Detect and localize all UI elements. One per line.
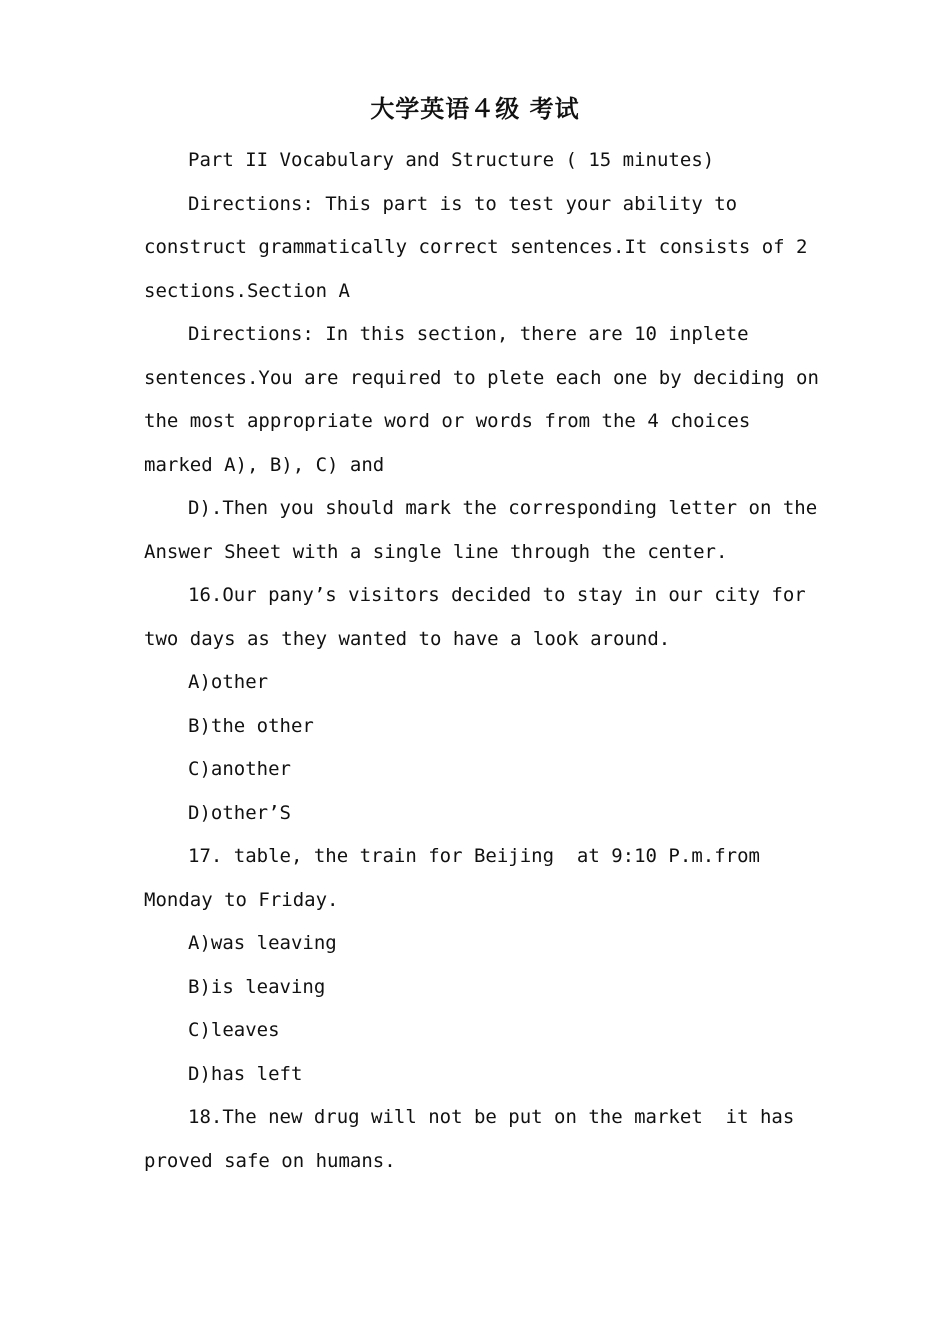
text-line: two days as they wanted to have a look around. [144,627,671,650]
document-title: 大学英语４级 考试 [370,94,580,123]
text-line: B)is leaving [188,975,326,998]
text-line: C)leaves [188,1019,280,1041]
text-line: C)another [188,758,291,780]
text-line: Monday to Friday. [144,888,339,911]
text-line: the most appropriate word or words from the 4 choices [144,410,751,432]
text-line: 16.Our pany’s visitors decided to stay in our city for [188,584,806,606]
text-line: marked A), B), C) and [144,453,385,476]
text-line: D)other’S [188,801,291,824]
text-line: sections.Section A [144,279,350,302]
text-line: Directions: This part is to test your ability to [188,192,738,215]
document-body [144,139,819,1183]
text-line: A)was leaving [188,932,337,954]
text-line: sentences.You are required to plete each one by deciding on [144,366,819,389]
text-line: construct grammatically correct sentences.It consists of 2 [144,236,808,258]
text-line: D).Then you should mark the corresponding letter on the [188,497,818,519]
text-line: proved safe on humans. [144,1149,396,1172]
text-line: D)has left [188,1062,303,1085]
text-line: A)other [188,671,269,693]
text-line: Part II Vocabulary and Structure ( 15 minutes) [188,149,715,171]
text-line: 18.The new drug will not be put on the market it has [188,1106,795,1128]
text-line: 17. table, the train for Beijing at 9:10 P.m.from [188,845,760,867]
text-line: Answer Sheet with a single line through the center. [144,540,728,563]
text-line: B)the other [188,714,314,737]
text-line: Directions: In this section, there are 10 inplete [188,323,749,345]
